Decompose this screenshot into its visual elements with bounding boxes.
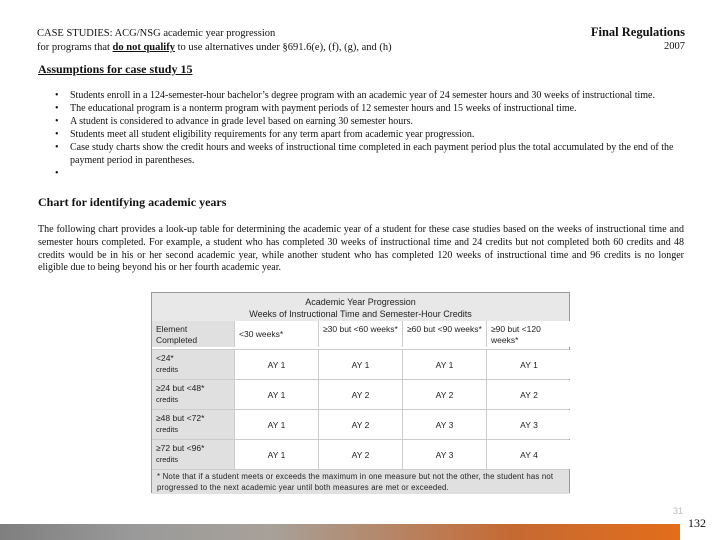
row-label-main: ≥72 but <96* — [156, 443, 205, 453]
assumptions-list — [55, 89, 680, 180]
chart-description: The following chart provides a look-up table for determining the academic year of a student for these case studies based on the weeks of instructional time and semester hours completed. For example, a student who has completed 30 weeks of instructional time and 24 credits but not completed both 60 credits and 48 credits would be in his or her second academic year, while another student who has completed 120 weeks of instructional time and 96 credits is no longer eligible due to being beyond his or her fourth academic year. — [38, 224, 684, 274]
list-item: • Case study charts show the credit hours and weeks of instructional time completed in each payment period plus the total accumulated by the end of the payment period in parentheses. — [55, 141, 680, 167]
table-cell: AY 2 — [486, 380, 571, 409]
chart-section-title: Chart for identifying academic years — [38, 195, 227, 209]
header-line-2-pre: for programs that — [37, 42, 113, 53]
header-left — [37, 27, 392, 55]
row-label — [152, 380, 234, 409]
row-label-sub: credits — [156, 455, 179, 464]
assumptions-title: Assumptions for case study 15 — [38, 62, 193, 76]
table-cell: AY 1 — [234, 350, 318, 379]
header-cell: ≥60 but <90 weeks* — [402, 321, 486, 347]
table-row — [152, 409, 569, 439]
table-cell: AY 2 — [318, 410, 402, 439]
row-label — [152, 440, 234, 469]
table-cell: AY 3 — [402, 410, 486, 439]
list-item: • The educational program is a nonterm program with payment periods of 12 semester hours and 15 weeks of instructional time. — [55, 102, 680, 115]
list-item — [55, 167, 680, 180]
row-label-sub: credits — [156, 395, 179, 404]
table-cell: AY 1 — [318, 350, 402, 379]
table-title — [152, 293, 569, 321]
header-line-2 — [37, 41, 392, 55]
table-title-line-1: Academic Year Progression — [305, 297, 416, 307]
header-cell: ≥30 but <60 weeks* — [318, 321, 402, 347]
row-label-main: ≥24 but <48* — [156, 383, 205, 393]
header-cell: ≥90 but <120 weeks* — [486, 321, 571, 347]
list-item: • A student is considered to advance in grade level based on earning 30 semester hours. — [55, 115, 680, 128]
page-number: 132 — [688, 516, 706, 530]
table-cell: AY 1 — [234, 380, 318, 409]
header-line-1: CASE STUDIES: ACG/NSG academic year progression — [37, 28, 276, 39]
header-line-2-emphasis: do not qualify — [112, 42, 175, 53]
table-row — [152, 439, 569, 469]
table-row — [152, 379, 569, 409]
table-cell: AY 2 — [318, 380, 402, 409]
header-cell: Element Completed — [152, 321, 234, 347]
table-cell: AY 2 — [402, 380, 486, 409]
header-title-right: Final Regulations — [590, 25, 685, 39]
table-cell: AY 1 — [486, 350, 571, 379]
table-cell: AY 1 — [234, 410, 318, 439]
bottom-accent-bar — [0, 524, 680, 540]
header-line-2-post: to use alternatives under §691.6(e), (f), (g), and (h) — [174, 42, 392, 53]
table-cell: AY 3 — [486, 410, 571, 439]
table-cell: AY 3 — [402, 440, 486, 469]
row-label-main: ≥48 but <72* — [156, 413, 205, 423]
table-cell: AY 4 — [486, 440, 571, 469]
table-footnote: * Note that if a student meets or exceeds the maximum in one measure but not the other, the student has not progressed to the next academic year until both measures are met or exceeded. — [152, 469, 569, 494]
table-cell: AY 1 — [402, 350, 486, 379]
academic-year-table — [151, 292, 570, 493]
row-label-sub: credits — [156, 425, 179, 434]
row-label-main: <24* — [156, 353, 174, 363]
table-header-row — [152, 321, 569, 347]
row-label-sub: credits — [156, 365, 179, 374]
table-cell: AY 2 — [318, 440, 402, 469]
list-item: • Students enroll in a 124-semester-hour bachelor’s degree program with an academic year of 24 semester hours and 30 weeks of instructional time. — [55, 89, 680, 102]
row-label — [152, 410, 234, 439]
table-cell: AY 1 — [234, 440, 318, 469]
header-cell: <30 weeks* — [234, 321, 318, 347]
header-year-right: 2007 — [664, 41, 685, 52]
slide-number: 31 — [673, 506, 684, 516]
table-title-line-2: Weeks of Instructional Time and Semester-Hour Credits — [249, 309, 472, 319]
list-item: • Students meet all student eligibility requirements for any term apart from academic year progression. — [55, 128, 680, 141]
row-label — [152, 350, 234, 379]
table-row — [152, 349, 569, 379]
